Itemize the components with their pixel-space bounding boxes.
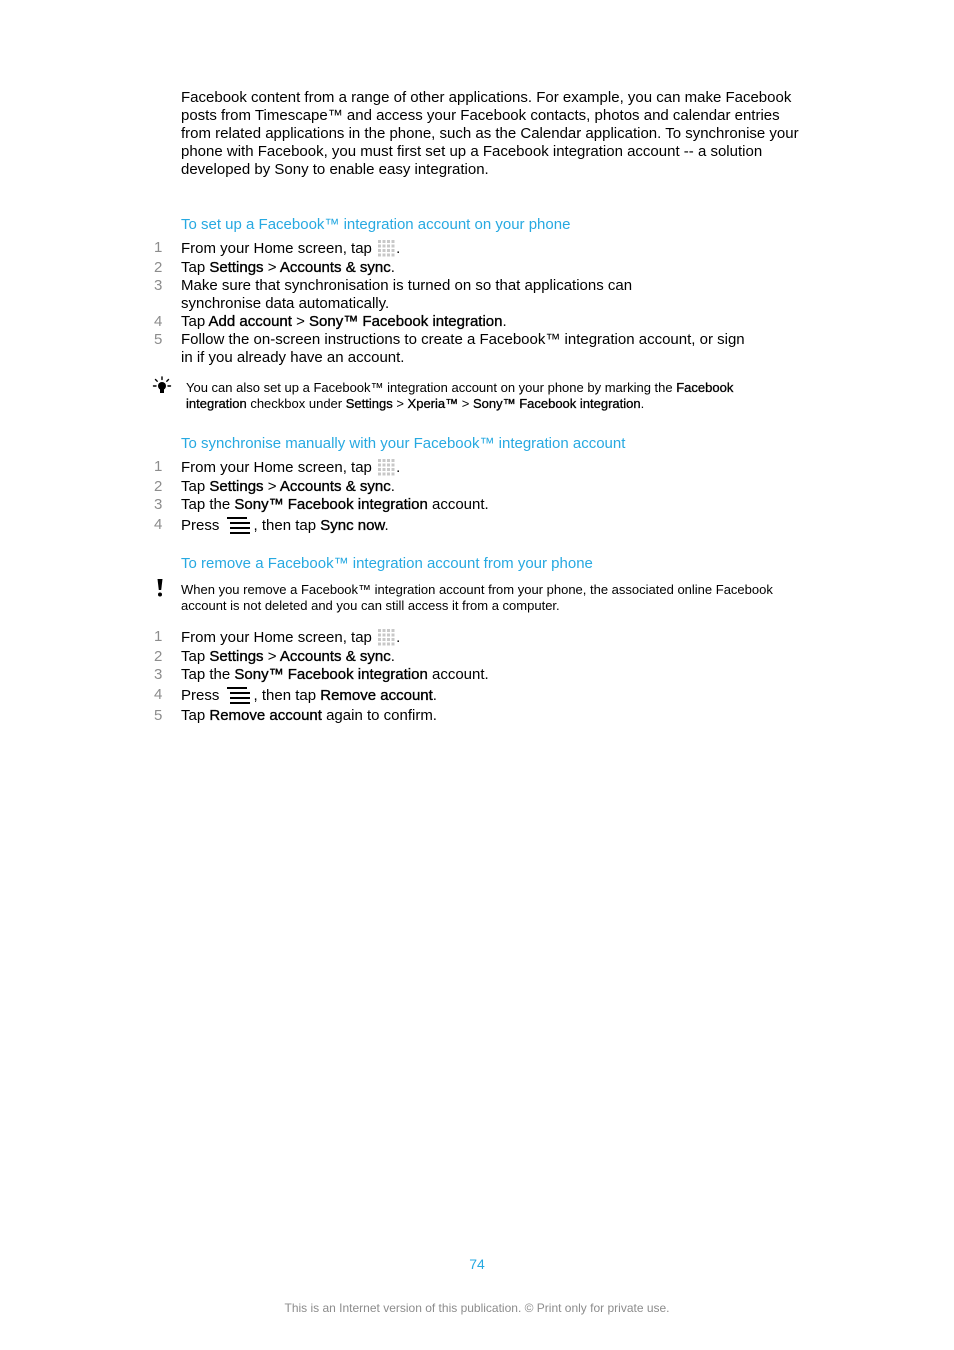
section-heading-setup: To set up a Facebook™ integration account on your phone — [181, 216, 571, 233]
intro-paragraph: Facebook content from a range of other applications. For example, you can make Facebook posts from Timescape™ and access your Facebook contacts, photos and calendar entries from related applications in the phone, such as the Calendar application. To synchronise your phone with Facebook, you must first set up a Facebook integration account -- a solution developed by Sony to enable easy integration. — [181, 89, 799, 178]
document-page: Facebook content from a range of other applications. For example, you can make Facebook posts from Timescape™ and access your Facebook contacts, photos and calendar entries from related applications in the phone, such as the Calendar application. To synchronise your phone with Facebook, you must first set up a Facebook integration account -- a solution developed by Sony to enable easy integration. To set up a Facebook™ integration account on your phone 1 From your Home screen, tap . 2 Tap Settings > Accounts & sync. 3 Make sure that synchronisation is turned on so that applications can synchronise data automatically. 4 Tap Add account > Sony™ Facebook integration. 5 Follow the on-screen instructions to create a Facebook™ integration account, or sign in if you already have an account. You can also set up a Facebook™ integration account on your phone by marking the Facebook integration checkbox under Settings > Xperia™ > Sony™ Facebook integration. To synchronise manually with your Facebook™ integration account 1 From your Home screen, tap . 2 Tap Settings > Accounts & sync. 3 Tap the Sony™ Facebook integration account. 4 Press , then tap Sync now. To remove a Facebook™ integration account from your phone When you remove a Facebook™ integration account from your phone, the associated online Facebook account is not deleted and you can still access it from a computer. 1 From your Home screen, tap . 2 Tap Settings > Accounts & sync. 3 Tap the Sony™ Facebook integration account. 4 Press , then tap Remove account. 5 Tap Remove account again to confirm. 74 This is an Internet version of this publication. © Print only for private use. — [0, 0, 954, 1350]
step-number: 4 — [154, 516, 163, 533]
tip-lightbulb-icon — [152, 376, 172, 396]
step-number: 2 — [154, 478, 163, 495]
apps-grid-icon — [377, 458, 395, 476]
step-number: 5 — [154, 331, 163, 348]
menu-icon — [226, 516, 252, 536]
section-heading-sync: To synchronise manually with your Facebook™ integration account — [181, 435, 626, 452]
warning-exclamation-icon — [154, 578, 166, 598]
menu-icon — [226, 686, 252, 706]
step-number: 1 — [154, 458, 163, 475]
step-number: 2 — [154, 648, 163, 665]
step-number: 3 — [154, 277, 163, 294]
apps-grid-icon — [377, 239, 395, 257]
section-heading-remove: To remove a Facebook™ integration account from your phone — [181, 555, 593, 572]
step-number: 4 — [154, 313, 163, 330]
step-number: 3 — [154, 496, 163, 513]
step-number: 2 — [154, 259, 163, 276]
step-number: 1 — [154, 239, 163, 256]
step-number: 1 — [154, 628, 163, 645]
page-number: 74 — [469, 1256, 485, 1272]
step-number: 4 — [154, 686, 163, 703]
apps-grid-icon — [377, 628, 395, 646]
footer-notice: This is an Internet version of this publication. © Print only for private use. — [284, 1301, 670, 1315]
step-number: 5 — [154, 707, 163, 724]
step-number: 3 — [154, 666, 163, 683]
